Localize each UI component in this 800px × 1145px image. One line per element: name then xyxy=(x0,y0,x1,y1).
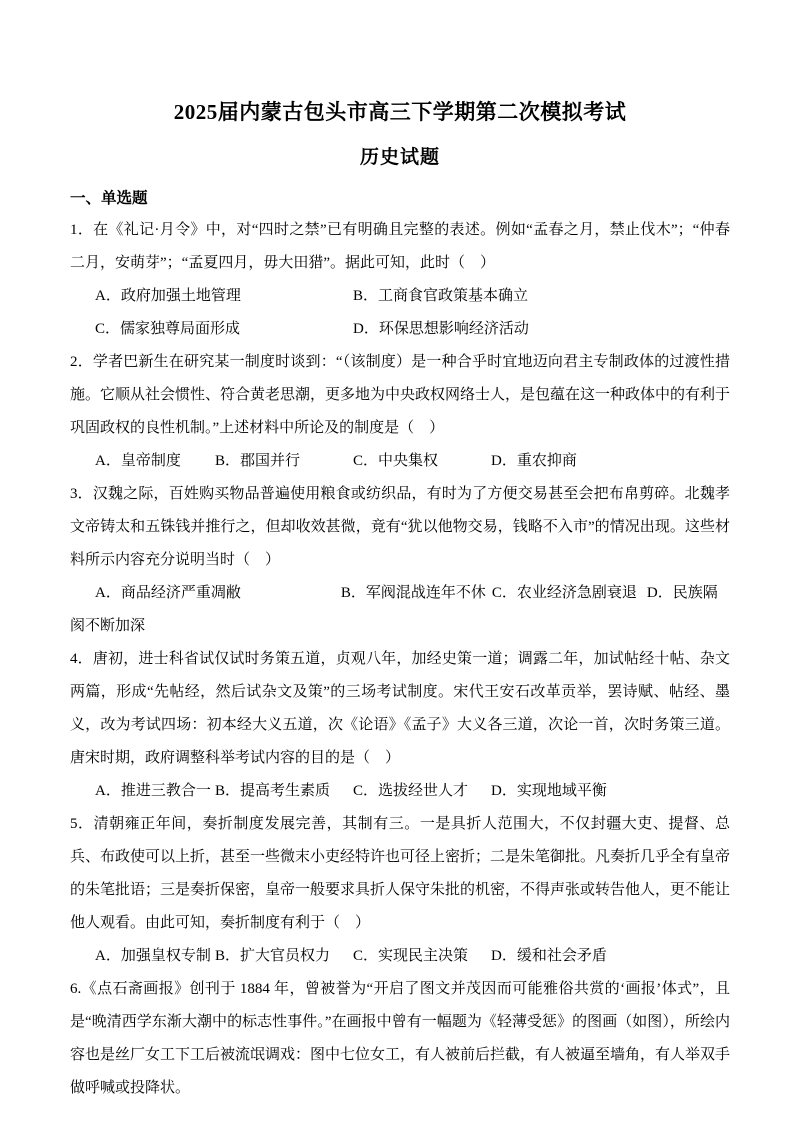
question-5-option-d: D．缓和社会矛盾 xyxy=(491,948,607,964)
question-6 xyxy=(70,973,730,1105)
question-1 xyxy=(70,214,730,346)
question-2-option-b: B．郡国并行 xyxy=(215,453,301,469)
question-5-option-b: B．扩大官员权力 xyxy=(215,948,331,964)
question-3 xyxy=(70,478,730,643)
section-header: 一、单选题 xyxy=(70,190,148,207)
question-1-text: 1．在《礼记·月令》中，对“四时之禁”已有明确且完整的表述。例如“孟春之月，禁止伐木”；“仲春二月，安萌芽”；“孟夏四月，毋大田猎”。据此可知，此时（ ） xyxy=(70,222,730,271)
question-2-options xyxy=(70,445,730,478)
question-4-option-b: B．提高考生素质 xyxy=(215,783,331,799)
question-5-option-a: A．加强皇权专制 xyxy=(95,948,211,964)
question-5-text: 5．清朝雍正年间，奏折制度发展完善，其制有三。一是具折人范围大，不仅封疆大吏、提督、总兵、布政使可以上折，甚至一些微末小吏经特许也可径上密折；二是朱笔御批。凡奏折几乎全有皇帝的朱笔批语；三是奏折保密，皇帝一般要求具折人保守朱批的机密，不得声张或转告他人，更不能让他人观看。由此可知，奏折制度有利于（ ） xyxy=(70,816,731,931)
question-2 xyxy=(70,346,730,478)
exam-subtitle: 历史试题 xyxy=(359,147,440,168)
question-1-option-b: B．工商食官政策基本确立 xyxy=(353,288,529,304)
question-5-options xyxy=(70,940,730,973)
question-3-option-c: C．农业经济急剧衰退 xyxy=(491,585,637,601)
question-4 xyxy=(70,643,730,808)
question-2-option-c: C．中央集权 xyxy=(353,453,439,469)
question-3-option-a: A．商品经济严重凋敝 xyxy=(95,585,241,601)
question-1-option-d: D．环保思想影响经济活动 xyxy=(353,321,529,337)
question-4-option-a: A．推进三教合一 xyxy=(95,783,211,799)
question-4-options xyxy=(70,775,730,808)
question-5 xyxy=(70,808,730,973)
question-3-options xyxy=(70,577,730,643)
question-3-option-d: D．民族隔阂不断加深 xyxy=(70,585,718,634)
question-6-text: 6.《点石斋画报》创刊于 1884 年，曾被誉为“开启了图文并茂因而可能雅俗共赏的‘画报’体式”，且是“晚清西学东渐大潮中的标志性事件。”在画报中曾有一幅题为《轻薄受惩》的图画（如图），所绘内容也是丝厂女工下工后被流氓调戏：图中七位女工，有人被前后拦截，有人被逼至墙角，有人举双手做呼喊或投降状。 xyxy=(70,981,731,1096)
question-1-options xyxy=(70,280,730,346)
question-5-option-c: C．实现民主决策 xyxy=(353,948,469,964)
question-4-option-d: D．实现地域平衡 xyxy=(491,783,607,799)
question-4-option-c: C．选拔经世人才 xyxy=(353,783,469,799)
question-2-option-d: D．重农抑商 xyxy=(491,453,577,469)
question-3-text: 3．汉魏之际，百姓购买物品普遍使用粮食或纺织品，有时为了方便交易甚至会把布帛剪碎。北魏孝文帝铸太和五铢钱并推行之，但却收效甚微，竟有“犹以他物交易，钱略不入市”的情况出现。这些材料所示内容充分说明当时（ ） xyxy=(70,486,730,568)
question-3-option-b: B．军阀混战连年不休 xyxy=(340,585,486,601)
question-1-option-c: C．儒家独尊局面形成 xyxy=(95,321,241,337)
question-2-text: 2．学者巴新生在研究某一制度时谈到：“（该制度）是一种合乎时宜地迈向君主专制政体的过渡性措施。它顺从社会惯性、符合黄老思潮，更多地为中央政权网络士人，是包蕴在这一种政体中的有利于巩固政权的良性机制。”上述材料中所论及的制度是（ ） xyxy=(70,354,731,436)
question-4-text: 4．唐初，进士科省试仅试时务策五道，贞观八年，加经史策一道；调露二年，加试帖经十帖、杂文两篇，形成“先帖经，然后试杂文及策”的三场考试制度。宋代王安石改革贡举，罢诗赋、帖经、墨义，改为考试四场：初本经大义五道，次《论语》《孟子》大义各三道，次论一首，次时务策三道。唐宋时期，政府调整科举考试内容的目的是（ ） xyxy=(70,651,730,766)
question-2-option-a: A．皇帝制度 xyxy=(95,453,181,469)
question-1-option-a: A．政府加强土地管理 xyxy=(95,288,241,304)
exam-title: 2025届内蒙古包头市高三下学期第二次模拟考试 xyxy=(173,100,627,124)
